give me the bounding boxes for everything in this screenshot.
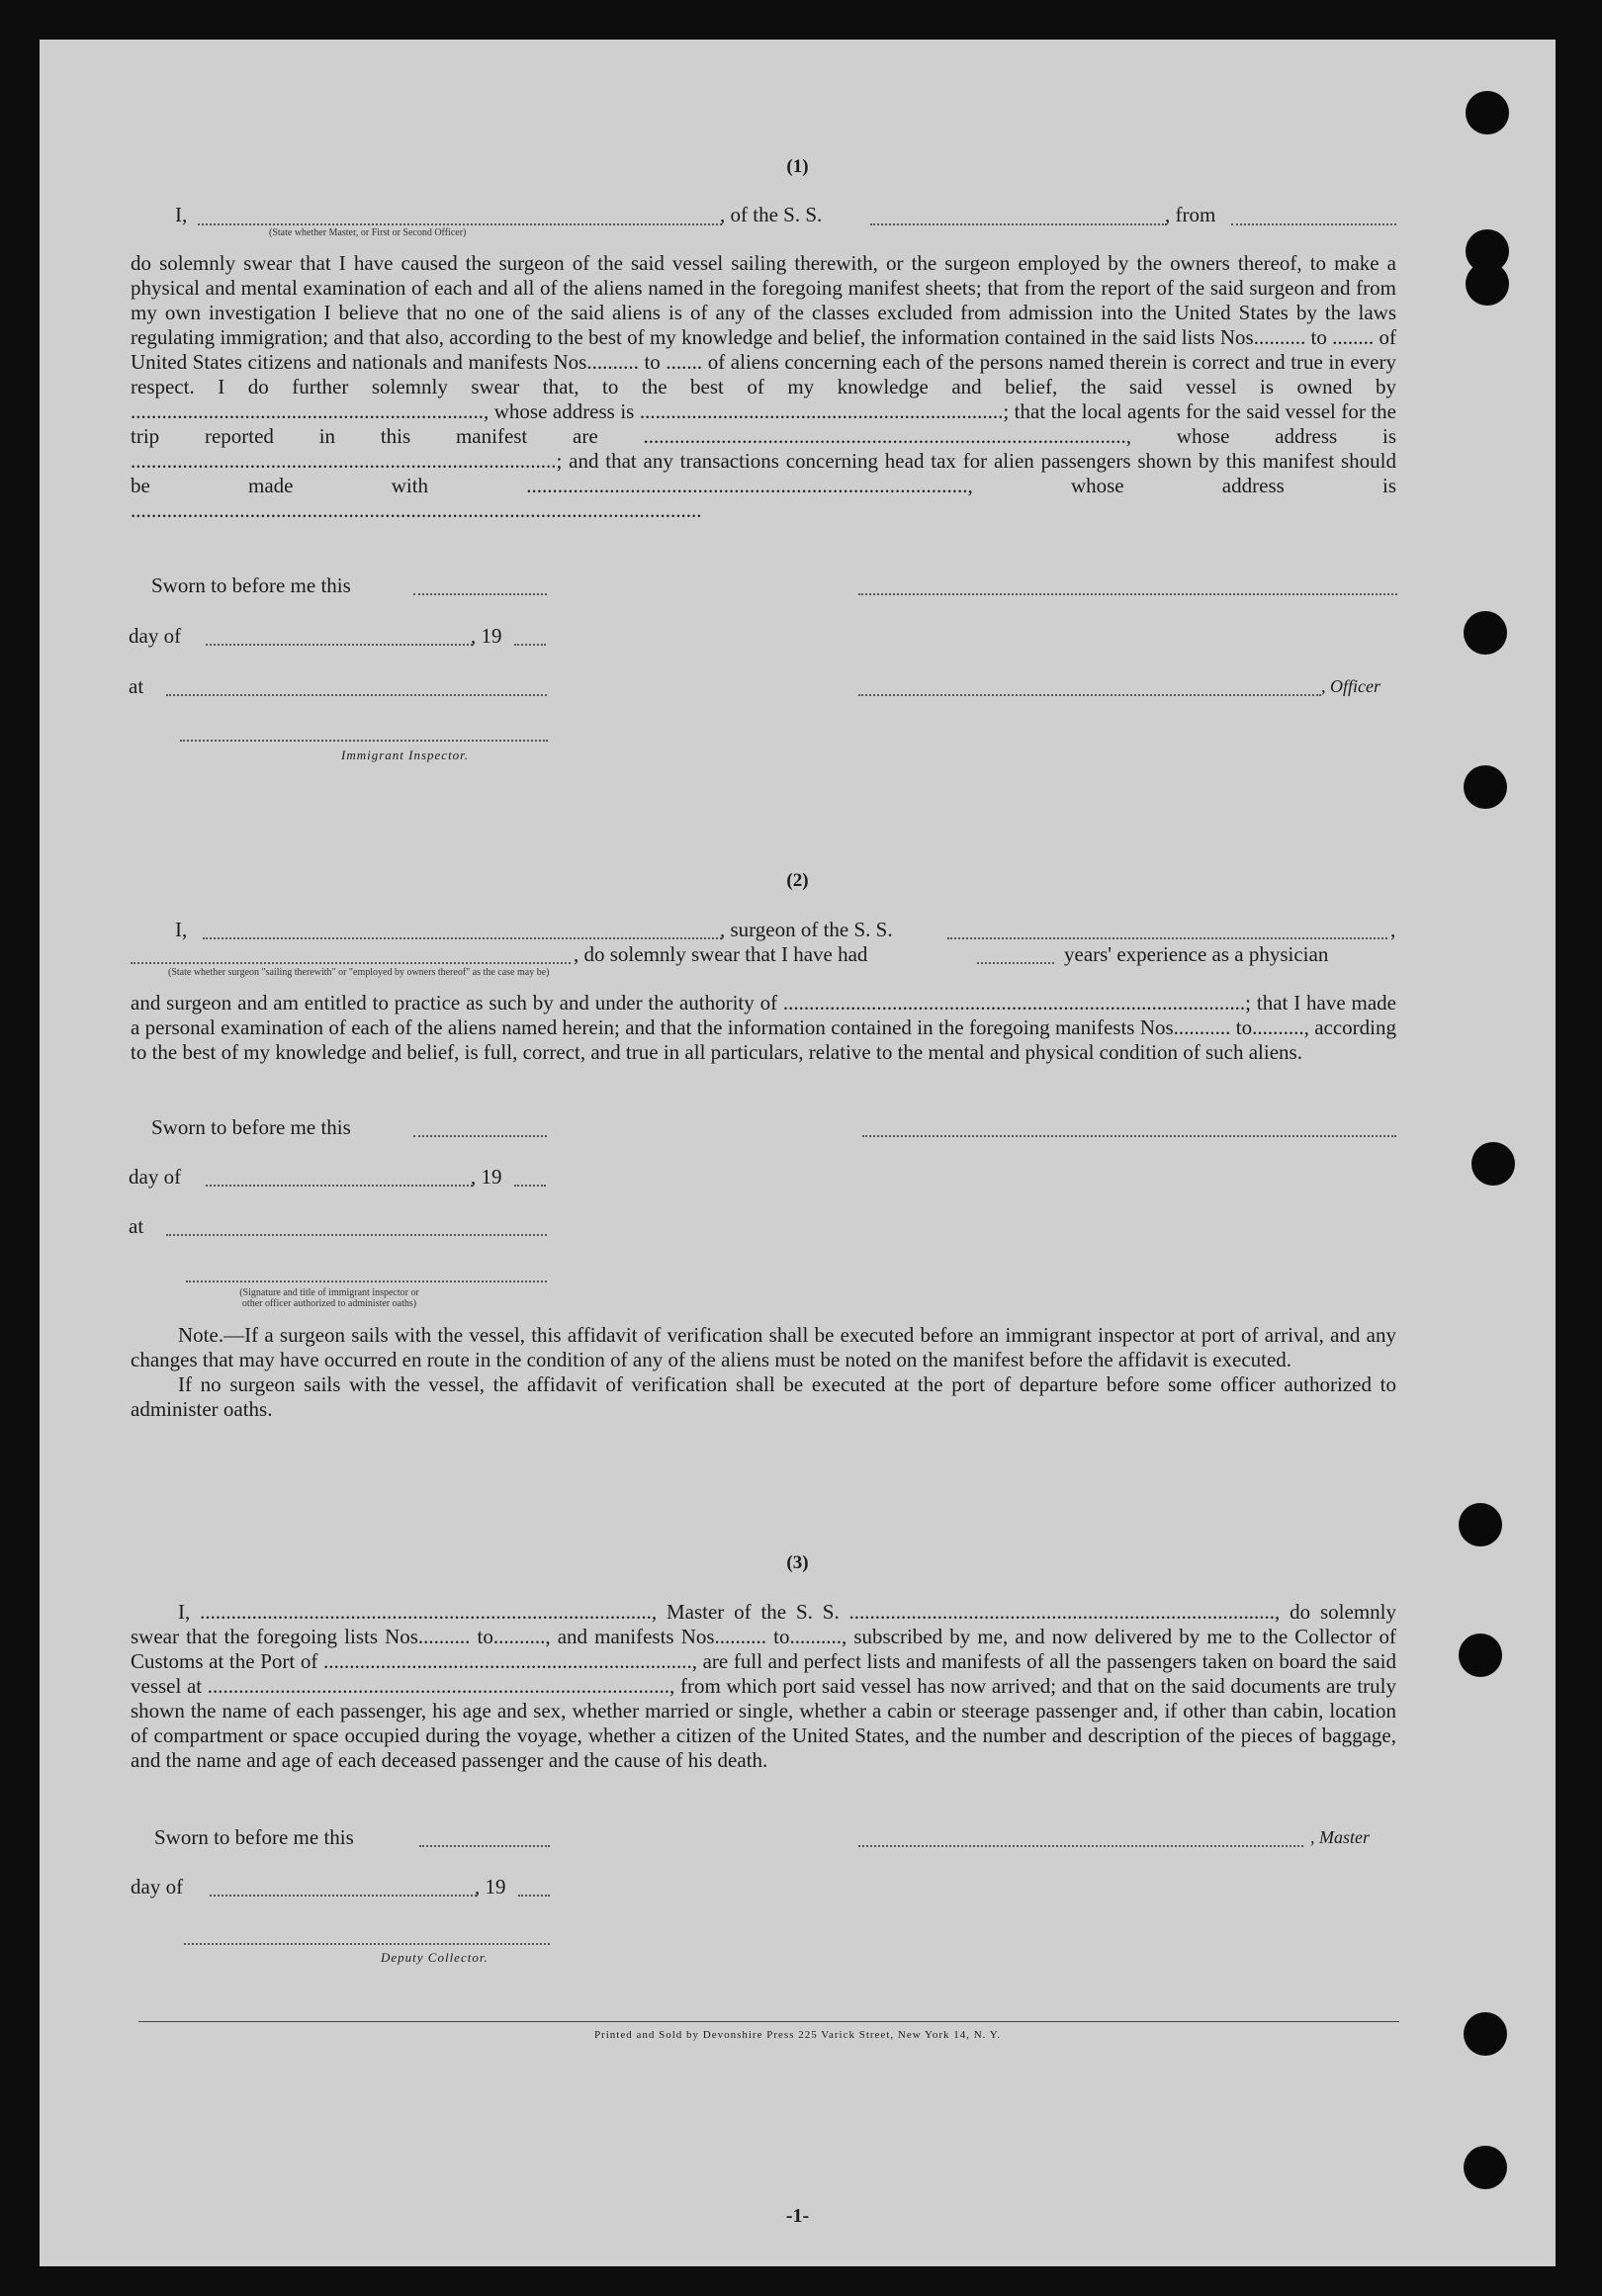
s1-at-field[interactable]: [166, 694, 547, 696]
punch-hole-decoration: [1464, 2146, 1507, 2189]
punch-hole-decoration: [1471, 1142, 1515, 1186]
punch-hole-decoration: [1459, 1634, 1502, 1677]
s2-year-field[interactable]: [514, 1185, 546, 1187]
s2-year-label: , 19: [471, 1165, 502, 1189]
s2-intro-end: ,: [1390, 918, 1396, 941]
s3-sworn-date-field[interactable]: [419, 1845, 550, 1847]
printer-imprint: Printed and Sold by Devonshire Press 225 Varick Street, New York 14, N. Y.: [593, 2029, 1002, 2041]
s2-capacity-field[interactable]: [131, 962, 571, 964]
s1-oath-text: do solemnly swear that I have caused the surgeon of the said vessel sailing therewith, or the surgeon employed by the owners thereof, to make a physical and mental examination of each and all of the aliens named in the foregoing manifest sheets; that from the report of the said surgeon and from my own investigation I believe that no one of the said aliens is of any of the classes excluded from admission into the United States by the laws regulating immigration; and that also, according to the best of my knowledge and belief, the information contained in the said lists Nos.......... to ........ of United States citizens and nationals and manifests Nos.......... to ....... of aliens concerning each of the persons named therein is correct and true in every respect. I do further solemnly swear that, to the best of my knowledge and belief, the said vessel is owned by ...................................................................., whose address is ......................................................................; that the local agents for the said vessel for the trip reported in this manifest are ............................................................................................., whose address is ..................................................................................; and that any transactions concerning head tax for alien passengers shown by this manifest should be made with ....................................................................................., whose address is ..............................................................................................................: [131, 251, 1396, 522]
s1-sworn-label: Sworn to before me this: [151, 574, 351, 597]
s2-intro-i: I,: [175, 918, 188, 941]
punch-hole-decoration: [1464, 765, 1507, 809]
s2-surgeon-hint: (State whether surgeon "sailing therewith" or "employed by owners thereof" as the case may be): [168, 967, 550, 978]
section-3-number: (3): [786, 1552, 809, 1573]
s2-intro-ss: , surgeon of the S. S.: [720, 918, 893, 941]
s1-year-field[interactable]: [514, 644, 546, 646]
s3-master-label: , Master: [1310, 1827, 1370, 1847]
s2-note: [131, 1323, 1396, 1422]
s2-at-label: at: [129, 1214, 144, 1238]
s1-day-of-label: day of: [129, 624, 182, 648]
form-sheet: [40, 40, 1556, 2266]
s1-master-signature-field[interactable]: [858, 593, 1397, 595]
s3-sworn-label: Sworn to before me this: [154, 1825, 354, 1849]
s2-oath-text: and surgeon and am entitled to practice as such by and under the authority of .........................................................................................; that I have made a personal examination of each of the aliens named herein; and that the information contained in the foregoing manifests Nos........... to.........., according to the best of my knowledge and belief, is full, correct, and true in all particulars, relative to the mental and physical condition of such aliens.: [131, 991, 1396, 1064]
s1-intro-ss: , of the S. S.: [720, 203, 823, 226]
page-number: -1-: [785, 2205, 810, 2227]
s2-day-of-field[interactable]: [206, 1185, 473, 1187]
section-2-number: (2): [786, 870, 809, 891]
s3-year-field[interactable]: [518, 1895, 550, 1897]
s3-collector-caption: Deputy Collector.: [381, 1950, 489, 1965]
s2-note-paragraph-1: Note.—If a surgeon sails with the vessel, this affidavit of verification shall be executed before an immigrant inspector at port of arrival, and any changes that may have occurred en route in the condition of any of the aliens must be noted on the manifest before the affidavit is executed.: [131, 1323, 1396, 1371]
s1-day-of-field[interactable]: [206, 644, 473, 646]
s2-day-of-label: day of: [129, 1165, 182, 1189]
s1-at-label: at: [129, 674, 144, 698]
s2-signature-caption: [186, 1287, 473, 1309]
s3-day-of-label: day of: [131, 1875, 184, 1899]
s3-day-of-field[interactable]: [210, 1895, 477, 1897]
s1-vessel-name-field[interactable]: [870, 223, 1167, 225]
punch-hole-decoration: [1466, 91, 1509, 134]
section-1-number: (1): [786, 156, 809, 177]
s2-inspector-signature-field[interactable]: [186, 1280, 547, 1282]
punch-hole-decoration: [1459, 1503, 1502, 1546]
s3-collector-signature-field[interactable]: [184, 1943, 550, 1945]
s1-officer-label: , Officer: [1321, 676, 1380, 696]
s2-swear-label: , do solemnly swear that I have had: [574, 942, 868, 966]
s1-officer-name-field[interactable]: [198, 223, 722, 225]
s2-sworn-label: Sworn to before me this: [151, 1115, 351, 1139]
s2-signature-caption-line-1: (Signature and title of immigrant inspector or: [239, 1287, 419, 1298]
s1-sworn-date-field[interactable]: [413, 593, 547, 595]
footer-rule: [138, 2021, 1399, 2022]
s1-inspector-signature-field[interactable]: [180, 740, 548, 742]
s1-intro-from: , from: [1165, 203, 1216, 226]
s1-oath-body: [131, 251, 1396, 523]
punch-hole-decoration: [1464, 611, 1507, 655]
s3-oath-text: I, ......................................................................................., Master of the S. S. .................................................................................., do solemnly swear that the foregoing lists Nos.......... to.........., and manifests Nos.......... to.........., subscribed by me, and now delivered by me to the Collector of Customs at the Port of ......................................................................., are full and perfect lists and manifests of all the passengers taken on board the said vessel at ........................................................................................., from which port said vessel has now arrived; and that on the said documents are truly shown the name of each passenger, his age and sex, whether married or single, whether a cabin or steerage passenger and, if other than cabin, location of compartment or space occupied during the voyage, whether a citizen of the United States, and the number and description of the pieces of baggage, and the name and age of each deceased passenger and the cause of his death.: [131, 1600, 1396, 1772]
punch-hole-decoration: [1466, 262, 1509, 306]
s1-intro-i: I,: [175, 203, 188, 226]
s2-years-field[interactable]: [977, 962, 1054, 964]
s3-year-label: , 19: [475, 1875, 506, 1899]
s2-vessel-name-field[interactable]: [947, 937, 1387, 939]
s1-officer-signature-field[interactable]: [858, 694, 1321, 696]
s2-oath-body: [131, 991, 1396, 1065]
s2-signature-caption-line-2: other officer authorized to administer oaths): [241, 1298, 417, 1309]
s1-officer-hint: (State whether Master, or First or Second Officer): [269, 227, 467, 238]
s2-note-paragraph-2: If no surgeon sails with the vessel, the affidavit of verification shall be executed at the port of departure before some officer authorized to administer oaths.: [131, 1372, 1396, 1421]
s2-surgeon-signature-field[interactable]: [862, 1135, 1396, 1137]
s1-year-label: , 19: [471, 624, 502, 648]
s3-master-signature-field[interactable]: [858, 1845, 1303, 1847]
s2-at-field[interactable]: [166, 1234, 547, 1236]
s1-from-port-field[interactable]: [1231, 223, 1396, 225]
s2-years-label: years' experience as a physician: [1064, 942, 1329, 966]
s1-inspector-caption: Immigrant Inspector.: [341, 748, 470, 762]
s2-surgeon-name-field[interactable]: [203, 937, 722, 939]
s3-oath-body: [131, 1600, 1396, 1773]
s2-sworn-date-field[interactable]: [413, 1135, 547, 1137]
